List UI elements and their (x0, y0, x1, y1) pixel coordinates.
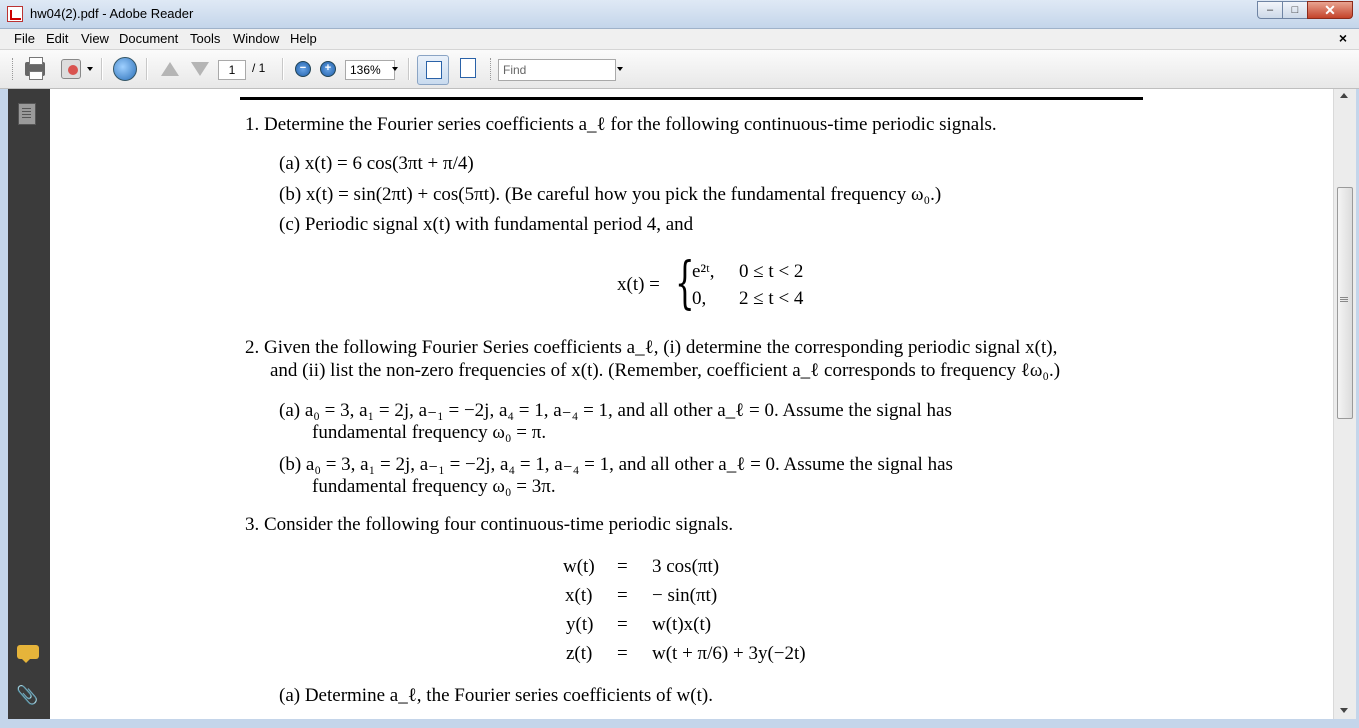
collaborate-button[interactable] (58, 56, 84, 82)
zoom-in-icon: + (320, 61, 336, 77)
equation-equals: = (617, 585, 628, 606)
collaborate-icon (61, 59, 81, 79)
close-button[interactable]: ✕ (1307, 1, 1353, 19)
piecewise-case2-condition: 2 ≤ t < 4 (739, 288, 804, 309)
problem-2b-line2: fundamental frequency ω₀ = 3π. (312, 476, 556, 497)
zoom-level-input[interactable]: 136% (345, 60, 395, 80)
title-bar (0, 0, 1359, 29)
zoom-out-button[interactable] (294, 56, 312, 82)
equation-rhs: w(t + π/6) + 3y(−2t) (652, 643, 806, 664)
close-document-button[interactable]: × (1338, 30, 1347, 46)
toolbar (0, 50, 1359, 89)
equation-lhs: x(t) (565, 585, 593, 606)
menu-help[interactable]: Help (290, 31, 317, 46)
next-page-button[interactable] (188, 56, 212, 82)
equation-rhs: 3 cos(πt) (652, 556, 720, 577)
piecewise-brace: { (675, 251, 695, 316)
zoom-in-button[interactable] (319, 56, 337, 82)
adobe-reader-icon (7, 6, 23, 22)
equation-rhs: − sin(πt) (652, 585, 718, 606)
minimize-button[interactable]: – (1257, 1, 1283, 19)
problem-3: 3. Consider the following four continuous-time periodic signals. (245, 514, 734, 535)
scrollbar-grip-icon (1340, 297, 1348, 298)
fit-page-button[interactable] (458, 56, 478, 80)
menu-bar (0, 29, 1359, 50)
arrow-up-icon (161, 62, 179, 76)
problem-2a-line1: (a) a₀ = 3, a₁ = 2j, a₋₁ = −2j, a₄ = 1, a₋₄ = 1, and all other a_ℓ = 0. Assume the signal has (279, 400, 952, 421)
zoom-out-icon: − (295, 61, 311, 77)
piecewise-lhs: x(t) = (617, 274, 660, 295)
fit-width-icon (426, 61, 442, 79)
attachments-panel-icon[interactable]: 📎 (16, 685, 39, 705)
find-input[interactable]: Find (498, 59, 616, 81)
share-online-button[interactable] (112, 56, 138, 82)
piecewise-case2-value: 0, (692, 288, 707, 309)
fit-page-icon (460, 58, 476, 78)
scrollbar-thumb[interactable] (1337, 187, 1353, 419)
menu-document[interactable]: Document (119, 31, 179, 46)
page-total: / 1 (252, 61, 266, 75)
collaborate-dropdown-arrow[interactable] (87, 67, 93, 71)
maximize-button[interactable]: □ (1282, 1, 1308, 19)
globe-icon (113, 57, 137, 81)
toolbar-separator (408, 58, 410, 80)
printer-icon (25, 62, 45, 76)
fit-width-button[interactable] (417, 55, 449, 85)
problem-2a-line2: fundamental frequency ω₀ = π. (312, 422, 547, 443)
problem-1: 1. Determine the Fourier series coefficients a_ℓ for the following continuous-time periodic signals. (245, 114, 997, 135)
vertical-scrollbar[interactable] (1333, 89, 1356, 719)
previous-page-button[interactable] (158, 56, 182, 82)
problem-3a: (a) Determine a_ℓ, the Fourier series coefficients of w(t). (279, 685, 713, 706)
pages-panel-icon[interactable] (18, 103, 36, 125)
toolbar-separator (282, 58, 284, 80)
problem-2-line1: 2. Given the following Fourier Series coefficients a_ℓ, (i) determine the corresponding periodic signal x(t), (245, 337, 1058, 358)
menu-file[interactable]: File (14, 31, 35, 46)
header-rule (240, 97, 1143, 100)
problem-1c: (c) Periodic signal x(t) with fundamental period 4, and (279, 214, 694, 235)
print-button[interactable] (22, 56, 48, 82)
equation-rhs: w(t)x(t) (652, 614, 712, 635)
find-dropdown-arrow[interactable] (617, 67, 623, 71)
navigation-pane (8, 89, 50, 719)
toolbar-grip[interactable] (490, 58, 494, 80)
menu-view[interactable]: View (81, 31, 109, 46)
equation-lhs: y(t) (566, 614, 594, 635)
problem-1a: (a) x(t) = 6 cos(3πt + π/4) (279, 153, 474, 174)
window-title: hw04(2).pdf - Adobe Reader (30, 6, 194, 21)
comments-panel-icon[interactable] (17, 645, 39, 659)
menu-tools[interactable]: Tools (190, 31, 221, 46)
zoom-dropdown-arrow[interactable] (392, 67, 398, 71)
arrow-down-icon (191, 62, 209, 76)
piecewise-case1-condition: 0 ≤ t < 2 (739, 261, 804, 282)
page-number-input[interactable]: 1 (218, 60, 246, 80)
document-page[interactable] (50, 89, 1329, 719)
equation-lhs: z(t) (566, 643, 593, 664)
equation-lhs: w(t) (563, 556, 595, 577)
piecewise-case1-value: e²ᵗ, (692, 261, 715, 282)
toolbar-grip[interactable] (12, 58, 16, 80)
equation-equals: = (617, 614, 628, 635)
toolbar-separator (146, 58, 148, 80)
window-frame-bottom (0, 719, 1359, 728)
menu-window[interactable]: Window (233, 31, 280, 46)
equation-equals: = (617, 556, 628, 577)
problem-2-line2: and (ii) list the non-zero frequencies of x(t). (Remember, coefficient a_ℓ corresponds to frequency ℓω₀.) (270, 360, 1061, 381)
problem-2b-line1: (b) a₀ = 3, a₁ = 2j, a₋₁ = −2j, a₄ = 1, a₋₄ = 1, and all other a_ℓ = 0. Assume the signal has (279, 454, 953, 475)
problem-1b: (b) x(t) = sin(2πt) + cos(5πt). (Be careful how you pick the fundamental frequency ω₀.) (279, 184, 942, 205)
scroll-up-arrow[interactable] (1340, 93, 1348, 98)
window-controls (1258, 1, 1353, 19)
toolbar-separator (101, 58, 103, 80)
scroll-down-arrow[interactable] (1340, 708, 1348, 713)
menu-edit[interactable]: Edit (46, 31, 69, 46)
window-frame-left (0, 89, 8, 728)
equation-equals: = (617, 643, 628, 664)
